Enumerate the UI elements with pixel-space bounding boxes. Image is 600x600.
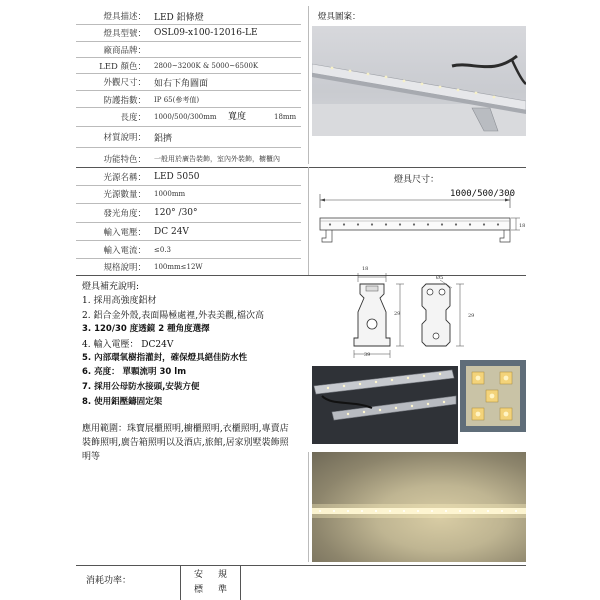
std-char: 規 (218, 570, 228, 580)
divider (76, 126, 301, 127)
notes-title: 燈具補充說明: (82, 282, 140, 292)
usage-text-line: 明等 (82, 452, 101, 462)
divider (76, 73, 301, 74)
divider (76, 24, 301, 25)
note-item: 7. 採用公母防水接頭,安裝方便 (82, 382, 200, 392)
dim-profile-width: 18 (362, 266, 369, 272)
section-divider (76, 167, 526, 168)
note-item: 3. 120/30 度透鏡 2 種角度選擇 (82, 324, 210, 334)
power-label: 消耗功率： (86, 576, 132, 586)
footer-column-divider (240, 565, 241, 600)
width-value: 18mm (274, 113, 297, 121)
std-char: 準 (218, 585, 228, 595)
usage-text-line: 應用範圍：珠寶展櫃照明,櫥櫃照明,衣櫃照明,專賣店 (82, 424, 289, 434)
note-item: 6. 亮度： 單顆流明 30 lm (82, 367, 187, 377)
product-photo (312, 26, 526, 136)
divider (76, 57, 301, 58)
profile-drawing (340, 268, 422, 362)
dim-hole: Ø5 (436, 275, 444, 281)
column-divider (308, 167, 309, 275)
divider (76, 185, 301, 186)
divider (76, 107, 301, 108)
note-item: 1. 採用高強度鋁材 (82, 296, 157, 306)
column-divider (308, 6, 309, 164)
dim-profile-height: 29 (394, 311, 401, 317)
spec-sheet: 燈具描述： LED 鋁條燈 燈具型號： OSL09-x100-12016-LE 廠商品牌： LED 顏色： 2800~3200K & 5000~6500K 外觀尺寸： 如右下角圖面 防護指數： IP 65(參考值) 長度： 1000/500/300mm 寬度 18mm 材質說明： 鋁擠 功能特色： 一般用於廣告裝飾，室內外裝飾，櫥櫃內 燈具圖案： 光源名稱： LED 5050 光源數量： 1000mm 發光角度： 120° /30° 輸入電壓： DC 24V 輸入電流： ≤0.3 規格說明： 100mm≤12W 燈具尺寸： 1000/500/300 18 燈具補充說明: 1. 採用高強度鋁材 2. 鋁合金外殼,表面陽極處裡,外表美觀,檔次高 3. 120/30 度透鏡 2 種角度選擇 4. 輸入電壓： DC24V 5. 內部環氧樹指灌封，確保燈具絕佳防水性 6. 亮度： 單顆流明 30 lm 7. 採用公母防水接頭,安裝方便 8. 使用鋁壓鑄固定架 應用範圍：珠寶展櫃照明,櫥櫃照明,衣櫃照明,專賣店 裝飾照明,廣告箱照明以及酒店,旅館,居家別墅裝飾照 明等 18 29 39 Ø5 29 消耗功率： 安 規 標 準 (76, 0, 526, 600)
usage-text-line: 裝飾照明,廣告箱照明以及酒店,旅館,居家別墅裝飾照 (82, 438, 289, 448)
bracket-drawing (416, 278, 486, 352)
note-item: 4. 輸入電壓： DC24V (82, 340, 174, 350)
std-char: 標 (194, 585, 204, 595)
dim-length: 1000/500/300 (450, 189, 516, 199)
width-label: 寬度 (228, 112, 247, 122)
image-title: 燈具圖案： (318, 12, 361, 22)
std-char: 安 (194, 570, 204, 580)
dim-bracket-height: 29 (468, 313, 475, 319)
note-item: 5. 內部環氧樹指灌封，確保燈具絕佳防水性 (82, 353, 248, 363)
divider (76, 240, 301, 241)
dim-profile-base: 39 (364, 352, 371, 358)
note-item: 8. 使用鋁壓鑄固定架 (82, 397, 163, 407)
led-chip-photo (460, 360, 526, 432)
size-title: 燈具尺寸： (394, 175, 440, 185)
divider (76, 222, 301, 223)
installed-bar-photo (312, 366, 458, 444)
led-bar-photo (312, 26, 526, 136)
divider (76, 258, 301, 259)
divider (76, 147, 301, 148)
divider (76, 203, 301, 204)
footer-column-divider (180, 565, 181, 600)
note-item: 2. 鋁合金外殼,表面陽極處裡,外表美觀,檔次高 (82, 311, 265, 321)
lit-bar-photo (312, 452, 526, 562)
section-divider (76, 275, 526, 276)
footer-divider (76, 565, 526, 566)
column-divider (308, 452, 309, 562)
divider (76, 41, 301, 42)
dim-height: 18 (519, 223, 526, 229)
divider (76, 90, 301, 91)
